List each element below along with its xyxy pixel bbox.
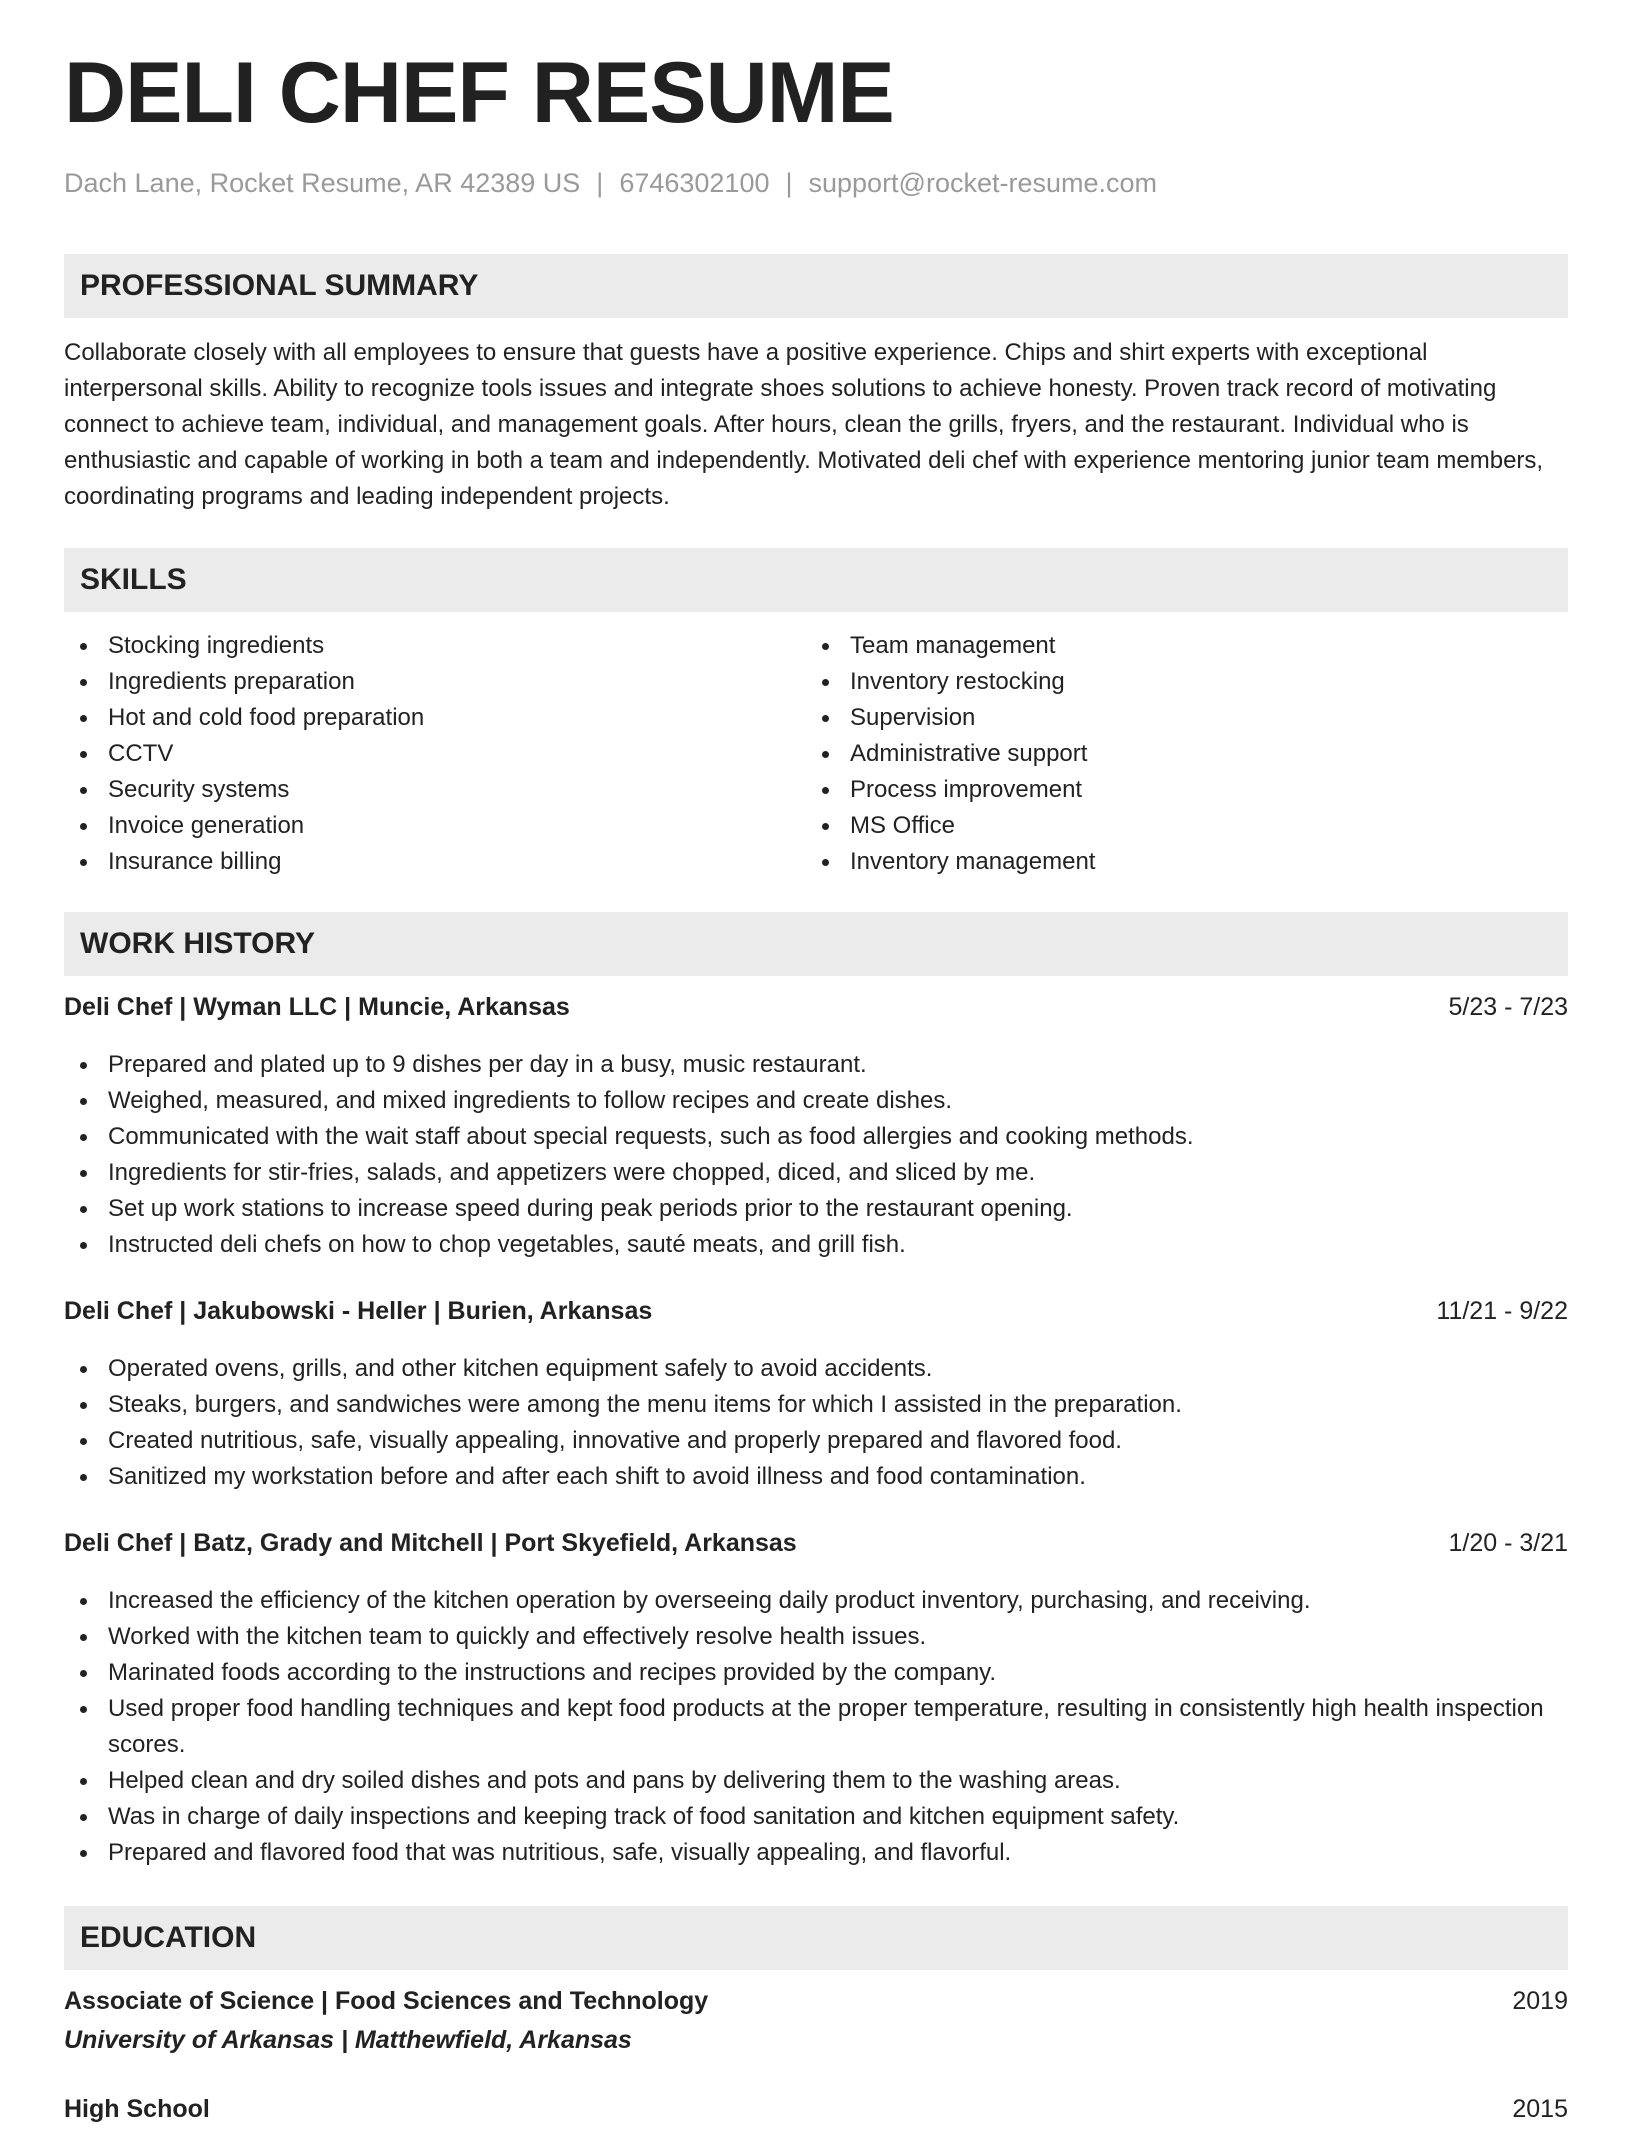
summary-section-title: PROFESSIONAL SUMMARY — [80, 269, 479, 302]
job-bullet: Marinated foods according to the instructions and recipes provided by the company. — [64, 1655, 1568, 1691]
job-bullet: Helped clean and dry soiled dishes and pots and pans by delivering them to the washing areas. — [64, 1763, 1568, 1799]
skill-item: Security systems — [64, 772, 804, 808]
education-school: University of Arkansas | Matthewfield, Arkansas — [64, 2026, 632, 2054]
skill-item: CCTV — [64, 736, 804, 772]
skills-column-right — [806, 628, 1546, 880]
skill-item: Inventory restocking — [806, 664, 1546, 700]
job-bullet: Prepared and plated up to 9 dishes per day in a busy, music restaurant. — [64, 1047, 1568, 1083]
job-bullet: Increased the efficiency of the kitchen operation by overseeing daily product inventory, purchasing, and receiving. — [64, 1583, 1568, 1619]
job-bullets — [64, 1583, 1568, 1871]
skill-item: Ingredients preparation — [64, 664, 804, 700]
contact-separator: | — [596, 168, 604, 198]
skills-column-left — [64, 628, 804, 880]
resume-title: DELI CHEF RESUME — [64, 45, 894, 141]
education-year: 2015 — [1512, 2095, 1568, 2123]
job-bullets — [64, 1047, 1568, 1263]
job-bullet: Ingredients for stir-fries, salads, and appetizers were chopped, diced, and sliced by me. — [64, 1155, 1568, 1191]
job-bullet: Worked with the kitchen team to quickly and effectively resolve health issues. — [64, 1619, 1568, 1655]
skill-item: MS Office — [806, 808, 1546, 844]
skill-item: Invoice generation — [64, 808, 804, 844]
education-degree: High School — [64, 2095, 210, 2123]
job-dates: 5/23 - 7/23 — [1448, 993, 1568, 1021]
contact-separator: | — [785, 168, 793, 198]
job-title: Deli Chef | Batz, Grady and Mitchell | Port Skyefield, Arkansas — [64, 1529, 797, 1557]
skill-item: Hot and cold food preparation — [64, 700, 804, 736]
skill-item: Process improvement — [806, 772, 1546, 808]
job-bullet: Created nutritious, safe, visually appealing, innovative and properly prepared and flavored food. — [64, 1423, 1568, 1459]
job-bullet: Weighed, measured, and mixed ingredients to follow recipes and create dishes. — [64, 1083, 1568, 1119]
job-bullet: Prepared and flavored food that was nutritious, safe, visually appealing, and flavorful. — [64, 1835, 1568, 1871]
education-entry-header — [64, 2095, 1568, 2131]
education-year: 2019 — [1512, 1987, 1568, 2015]
job-bullet: Communicated with the wait staff about special requests, such as food allergies and cooking methods. — [64, 1119, 1568, 1155]
contact-email[interactable]: support@rocket-resume.com — [808, 168, 1158, 198]
work-section-title: WORK HISTORY — [80, 927, 316, 960]
education-entry-header — [64, 1987, 1568, 2023]
job-header — [64, 993, 1568, 1029]
work-section-header — [64, 912, 1568, 976]
education-section-title: EDUCATION — [80, 1921, 257, 1954]
contact-line — [64, 168, 1157, 199]
job-bullet: Steaks, burgers, and sandwiches were among the menu items for which I assisted in the preparation. — [64, 1387, 1568, 1423]
job-header — [64, 1297, 1568, 1333]
skills-section-title: SKILLS — [80, 563, 187, 596]
skill-item: Team management — [806, 628, 1546, 664]
job-title: Deli Chef | Wyman LLC | Muncie, Arkansas — [64, 993, 570, 1021]
contact-address: Dach Lane, Rocket Resume, AR 42389 US — [64, 168, 581, 198]
job-bullet: Operated ovens, grills, and other kitchen equipment safely to avoid accidents. — [64, 1351, 1568, 1387]
job-bullet: Was in charge of daily inspections and keeping track of food sanitation and kitchen equipment safety. — [64, 1799, 1568, 1835]
skill-item: Stocking ingredients — [64, 628, 804, 664]
job-bullet: Sanitized my workstation before and after each shift to avoid illness and food contamination. — [64, 1459, 1568, 1495]
education-degree: Associate of Science | Food Sciences and Technology — [64, 1987, 709, 2015]
summary-section-header — [64, 254, 1568, 318]
skill-item: Insurance billing — [64, 844, 804, 880]
job-bullet: Instructed deli chefs on how to chop vegetables, sauté meats, and grill fish. — [64, 1227, 1568, 1263]
education-section-header — [64, 1906, 1568, 1970]
skill-item: Administrative support — [806, 736, 1546, 772]
job-title: Deli Chef | Jakubowski - Heller | Burien, Arkansas — [64, 1297, 653, 1325]
job-dates: 1/20 - 3/21 — [1448, 1529, 1568, 1557]
skill-item: Supervision — [806, 700, 1546, 736]
skills-section-header — [64, 548, 1568, 612]
skill-item: Inventory management — [806, 844, 1546, 880]
job-bullets — [64, 1351, 1568, 1495]
job-dates: 11/21 - 9/22 — [1436, 1297, 1568, 1325]
summary-text: Collaborate closely with all employees to ensure that guests have a positive experience. Chips and shirt experts with exceptional interpersonal skills. Ability to recognize tools issues and integrate shoes solutions to achieve honesty. Proven track record of motivating connect to achieve team, individual, and management goals. After hours, clean the grills, fryers, and the restaurant. Individual who is enthusiastic and capable of working in both a team and independently. Motivated deli chef with experience mentoring junior team members, coordinating programs and leading independent projects. — [64, 339, 1544, 510]
contact-phone: 6746302100 — [619, 168, 770, 198]
job-bullet: Used proper food handling techniques and kept food products at the proper temperature, resulting in consistently high health inspection scores. — [64, 1691, 1568, 1763]
job-header — [64, 1529, 1568, 1565]
job-bullet: Set up work stations to increase speed during peak periods prior to the restaurant opening. — [64, 1191, 1568, 1227]
